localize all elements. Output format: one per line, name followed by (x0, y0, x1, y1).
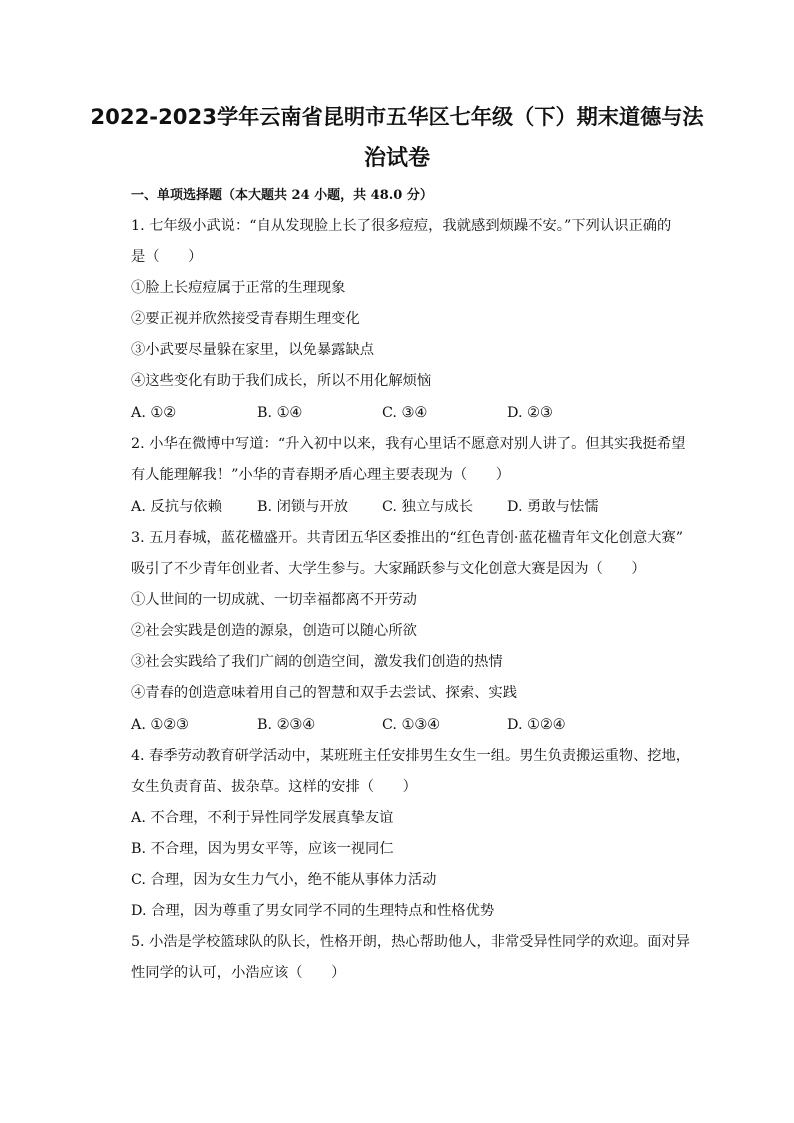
q1-statement-3: ③小武要尽量躲在家里，以免暴露缺点 (131, 342, 375, 358)
q3-option-d: D. ①②④ (507, 717, 566, 733)
q4-option-c: C. 合理，因为女生力气小，绝不能从事体力活动 (131, 872, 437, 888)
q3-option-b: B. ②③④ (257, 717, 316, 733)
q1-option-d: D. ②③ (507, 405, 553, 421)
q3-option-c: C. ①③④ (382, 717, 440, 733)
q3-option-a: A. ①②③ (131, 717, 189, 733)
q3-stem-line2: 吸引了不少青年创业者、大学生参与。大家踊跃参与文化创意大赛是因为（ ） (131, 561, 646, 577)
q2-option-c: C. 独立与成长 (382, 499, 474, 515)
exam-title-line2: 治试卷 (363, 146, 430, 171)
q1-option-c: C. ③④ (382, 405, 428, 421)
q5-stem-line2: 性同学的认可，小浩应该（ ） (131, 965, 346, 981)
section-heading: 一、单项选择题（本大题共 24 小题，共 48.0 分） (131, 188, 433, 203)
exam-title-line1: 2022-2023学年云南省昆明市五华区七年级（下）期末道德与法 (90, 104, 704, 129)
q3-statement-4: ④青春的创造意味着用自己的智慧和双手去尝试、探索、实践 (131, 685, 518, 701)
q1-stem-line1: 1. 七年级小武说：“自从发现脸上长了很多痘痘，我就感到烦躁不安。”下列认识正确的 (131, 218, 672, 234)
q2-option-a: A. 反抗与依赖 (131, 499, 222, 515)
q2-stem-line1: 2. 小华在微博中写道：“升入初中以来，我有心里话不愿意对别人讲了。但其实我挺希望 (131, 436, 686, 452)
q3-stem-line1: 3. 五月春城，蓝花楹盛开。共青团五华区委推出的“红色青创·蓝花楹青年文化创意大赛” (131, 530, 684, 546)
q1-option-a: A. ①② (131, 405, 177, 421)
q3-statement-3: ③社会实践给了我们广阔的创造空间，激发我们创造的热情 (131, 654, 503, 670)
q4-stem-line1: 4. 春季劳动教育研学活动中，某班班主任安排男生女生一组。男生负责搬运重物、挖地， (131, 748, 691, 764)
q3-statement-2: ②社会实践是创造的源泉，创造可以随心所欲 (131, 623, 417, 639)
q5-stem-line1: 5. 小浩是学校篮球队的队长，性格开朗，热心帮助他人，非常受异性同学的欢迎。面对异 (131, 934, 691, 950)
q4-option-a: A. 不合理，不利于异性同学发展真挚友谊 (131, 810, 394, 826)
q1-option-b: B. ①④ (257, 405, 303, 421)
q3-statement-1: ①人世间的一切成就、一切幸福都离不开劳动 (131, 592, 417, 608)
q1-statement-2: ②要正视并欣然接受青春期生理变化 (131, 311, 360, 327)
q4-stem-line2: 女生负责育苗、拔杂草。这样的安排（ ） (131, 779, 417, 795)
q1-statement-1: ①脸上长痘痘属于正常的生理现象 (131, 280, 346, 296)
q4-option-b: B. 不合理，因为男女平等，应该一视同仁 (131, 841, 394, 857)
q1-stem-line2: 是（ ） (131, 249, 203, 265)
q2-stem-line2: 有人能理解我！”小华的青春期矛盾心理主要表现为（ ） (131, 467, 511, 483)
q1-statement-4: ④这些变化有助于我们成长，所以不用化解烦恼 (131, 373, 432, 389)
q4-option-d: D. 合理，因为尊重了男女同学不同的生理特点和性格优势 (131, 903, 495, 919)
q2-option-b: B. 闭锁与开放 (257, 499, 349, 515)
q2-option-d: D. 勇敢与怯懦 (507, 499, 599, 515)
